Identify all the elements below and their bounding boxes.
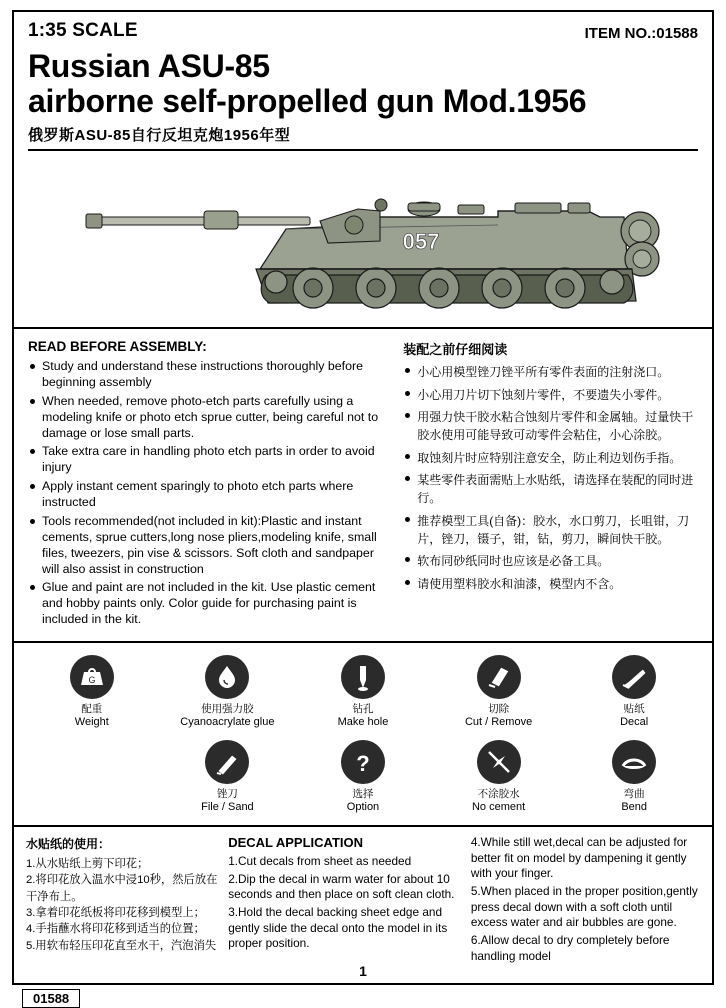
svg-text:?: ? <box>356 750 370 776</box>
list-item: 小心用刀片切下蚀刻片零件，不要遗失小零件。 <box>403 386 698 404</box>
list-item: 小心用模型锉刀锉平所有零件表面的注射浇口。 <box>403 363 698 381</box>
decal-title-cn: 水贴纸的使用： <box>26 836 111 851</box>
decal-english-column-right <box>471 835 700 967</box>
decal-step: 1.从水贴纸上剪下印花； <box>26 857 149 870</box>
symbol-decal <box>570 655 699 730</box>
symbol-label-cn: 锉刀 <box>216 787 238 800</box>
instructions-heading-en: READ BEFORE ASSEMBLY: <box>28 339 207 355</box>
list-item: 用强力快干胶水粘合蚀刻片零件和金属轴。过量快干胶水使用可能导致可动零件会粘住，小心涂胶。 <box>403 408 698 444</box>
symbol-label-en: File / Sand <box>201 801 254 814</box>
header-section <box>14 12 712 329</box>
list-item: Glue and paint are not included in the kit. Use plastic cement and hobby paints only. Color guide for purchasing paint is included in the kit. <box>28 580 393 628</box>
instructions-heading-cn: 装配之前仔细阅读 <box>403 342 508 358</box>
option-question-icon <box>341 740 385 784</box>
decal-chinese-column <box>26 835 228 967</box>
instructions-list-cn <box>403 363 698 593</box>
scale-label: 1:35 SCALE <box>28 20 138 41</box>
symbol-make-hole <box>299 655 428 730</box>
weight-icon <box>70 655 114 699</box>
vehicle-number: 057 <box>402 229 440 255</box>
list-item: When needed, remove photo-etch parts carefully using a modeling knife or photo etch sprue cutter, being careful not to damage or lose small parts. <box>28 394 393 442</box>
footer <box>12 963 714 1008</box>
symbol-label-cn: 配重 <box>81 703 103 716</box>
symbol-row-top <box>24 655 702 730</box>
decal-step: 1.Cut decals from sheet as needed <box>228 853 412 868</box>
list-item: 软布同砂纸同时也应该是必备工具。 <box>403 552 698 570</box>
cut-remove-icon <box>477 655 521 699</box>
symbol-label-en: No cement <box>471 801 526 814</box>
file-sand-icon <box>205 740 249 784</box>
decal-step: 5.When placed in the proper position,gently press decal down with a soft cloth until excess water and air bubbles are gone. <box>470 883 698 930</box>
instructions-chinese-column <box>403 339 698 631</box>
decal-step: 4.While still wet,decal can be adjusted for better fit on model by dampening it gently with your finger. <box>470 834 688 881</box>
bend-icon <box>612 740 656 784</box>
symbol-label-en: Option <box>346 801 380 814</box>
read-before-assembly-section <box>14 329 712 643</box>
symbol-label-cn: 钻孔 <box>352 703 374 716</box>
symbol-weight <box>27 655 156 730</box>
list-item: 推荐模型工具(自备)：胶水，水口剪刀，长咀钳，刀片，锉刀，镊子，钳，钻，剪刀，瞬间快干胶。 <box>403 512 698 548</box>
symbol-label-cn: 不涂胶水 <box>477 787 520 800</box>
symbol-label-en: Make hole <box>337 716 389 729</box>
symbol-file-sand <box>163 740 292 815</box>
decal-step: 3.拿着印花纸板将印花移到模型上； <box>26 906 205 919</box>
symbol-label-cn: 使用强力胶 <box>201 703 254 716</box>
symbol-label-cn: 选择 <box>352 787 374 800</box>
symbol-cyanoacrylate-glue <box>163 655 292 730</box>
page-title-line2: airborne self-propelled gun Mod.1956 <box>28 82 587 119</box>
drill-hole-icon <box>341 655 385 699</box>
symbol-legend-section <box>14 643 712 827</box>
symbol-cut-remove <box>434 655 563 730</box>
symbol-no-cement <box>434 740 563 815</box>
decal-step: 3.Hold the decal backing sheet edge and gently slide the decal onto the model in its proper position. <box>228 904 448 951</box>
page-title-line1: Russian ASU-85 <box>28 48 270 84</box>
decal-step: 5.用软布轻压印花直至水干，汽泡消失 <box>26 939 217 952</box>
symbol-label-en: Cut / Remove <box>464 716 533 729</box>
glue-drop-icon <box>205 655 249 699</box>
list-item: Take extra care in handling photo etch parts in order to avoid injury <box>28 444 393 476</box>
symbol-label-cn: 切除 <box>488 703 510 716</box>
svg-text:G: G <box>88 675 96 686</box>
symbol-option <box>299 740 428 815</box>
list-item: Tools recommended(not included in kit):Plastic and instant cements, sprue cutters,long nose pliers,modeling knife, small files, tweezers, pin vise & scissors. Soft cloth and sandpaper will also assist in construction <box>28 514 393 578</box>
vehicle-illustration <box>28 151 698 323</box>
symbol-label-en: Decal <box>620 716 649 729</box>
list-item: 取蚀刻片时应特别注意安全，防止利边划伤手指。 <box>403 449 698 467</box>
symbol-row-bottom <box>24 740 702 815</box>
item-number: ITEM NO.:01588 <box>584 25 698 42</box>
decal-title-en: DECAL APPLICATION <box>228 834 364 850</box>
symbol-label-en: Bend <box>621 801 648 814</box>
decal-step: 2.将印花放入温水中浸10秒，然后放在干净布上。 <box>26 874 218 903</box>
decal-icon <box>612 655 656 699</box>
tank-drawing <box>28 151 700 323</box>
symbol-label-cn: 贴纸 <box>623 703 645 716</box>
decal-step: 6.Allow decal to dry completely before handling model <box>470 932 670 963</box>
list-item: Apply instant cement sparingly to photo etch parts where instructed <box>28 479 393 511</box>
list-item: 某些零件表面需贴上水贴纸，请选择在装配的同时进行。 <box>403 471 698 507</box>
sheet-border <box>12 10 714 985</box>
hull-upper <box>260 211 628 269</box>
footer-row <box>12 985 714 1008</box>
footer-item-code: 01588 <box>22 989 80 1008</box>
symbol-label-cn: 弯曲 <box>623 787 645 800</box>
decal-step: 2.Dip the decal in warm water for about 10 seconds and then place on soft clean cloth. <box>228 871 455 902</box>
list-item: Study and understand these instructions thoroughly before beginning assembly <box>28 359 393 391</box>
no-cement-icon <box>477 740 521 784</box>
decal-english-column-left <box>228 835 471 967</box>
symbol-label-en: Weight <box>74 716 109 729</box>
instructions-english-column <box>28 339 403 631</box>
list-item: 请使用塑料胶水和油漆，模型内不含。 <box>403 575 698 593</box>
page-title-chinese: 俄罗斯ASU-85自行反坦克炮1956年型 <box>28 127 291 145</box>
decal-application-section <box>14 827 712 973</box>
page-number: 1 <box>359 963 367 979</box>
instructions-list-en <box>28 359 393 628</box>
symbol-bend <box>570 740 699 815</box>
header-top-row <box>28 20 698 42</box>
decal-step: 4.手指蘸水将印花移到适当的位置； <box>26 923 205 936</box>
symbol-label-en: Cyanoacrylate glue <box>180 716 275 729</box>
